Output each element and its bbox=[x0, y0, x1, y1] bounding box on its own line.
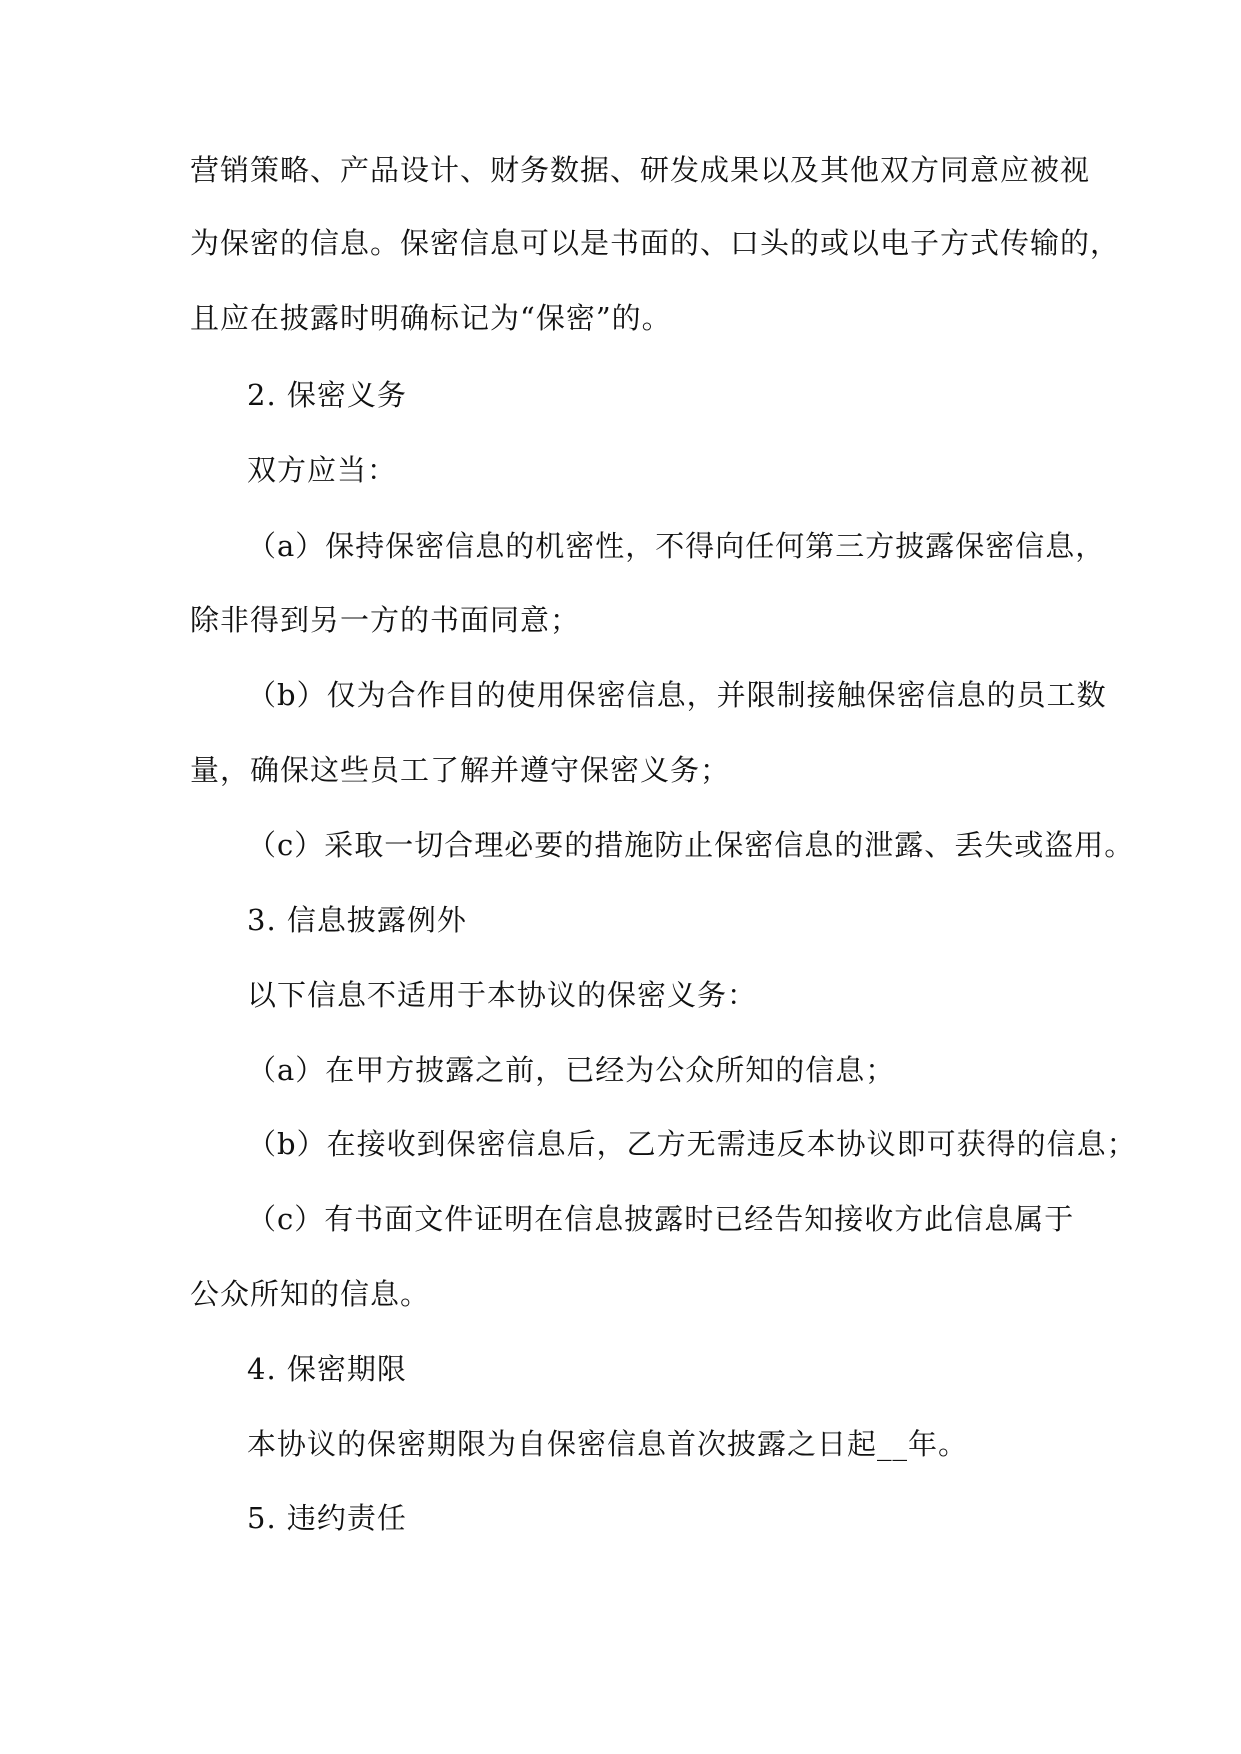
section-heading-5: 5. 违约责任 bbox=[247, 1501, 407, 1535]
section-heading-3: 3. 信息披露例外 bbox=[247, 903, 467, 937]
paragraph-line: 以下信息不适用于本协议的保密义务： bbox=[247, 978, 758, 1012]
list-item-c: （c）有书面文件证明在信息披露时已经告知接收方此信息属于 bbox=[247, 1202, 1075, 1236]
list-item-a: （a）在甲方披露之前，已经为公众所知的信息； bbox=[247, 1053, 896, 1087]
section-heading-4: 4. 保密期限 bbox=[247, 1352, 407, 1386]
section-heading-2: 2. 保密义务 bbox=[247, 378, 407, 412]
paragraph-line: 营销策略、产品设计、财务数据、研发成果以及其他双方同意应被视 bbox=[190, 153, 1091, 187]
paragraph-line: 本协议的保密期限为自保密信息首次披露之日起__年。 bbox=[247, 1427, 969, 1461]
paragraph-line: 量，确保这些员工了解并遵守保密义务； bbox=[190, 753, 731, 787]
list-item-c: （c）采取一切合理必要的措施防止保密信息的泄露、丢失或盗用。 bbox=[247, 828, 1135, 862]
list-item-a: （a）保持保密信息的机密性，不得向任何第三方披露保密信息， bbox=[247, 529, 1106, 563]
paragraph-line: 公众所知的信息。 bbox=[190, 1277, 431, 1311]
paragraph-line: 双方应当： bbox=[247, 453, 398, 487]
list-item-b: （b）仅为合作目的使用保密信息，并限制接触保密信息的员工数 bbox=[247, 678, 1107, 712]
paragraph-line: 为保密的信息。保密信息可以是书面的、口头的或以电子方式传输的， bbox=[190, 226, 1121, 260]
paragraph-line: 除非得到另一方的书面同意； bbox=[190, 603, 581, 637]
list-item-b: （b）在接收到保密信息后，乙方无需违反本协议即可获得的信息； bbox=[247, 1127, 1137, 1161]
paragraph-line: 且应在披露时明确标记为“保密”的。 bbox=[190, 301, 672, 335]
